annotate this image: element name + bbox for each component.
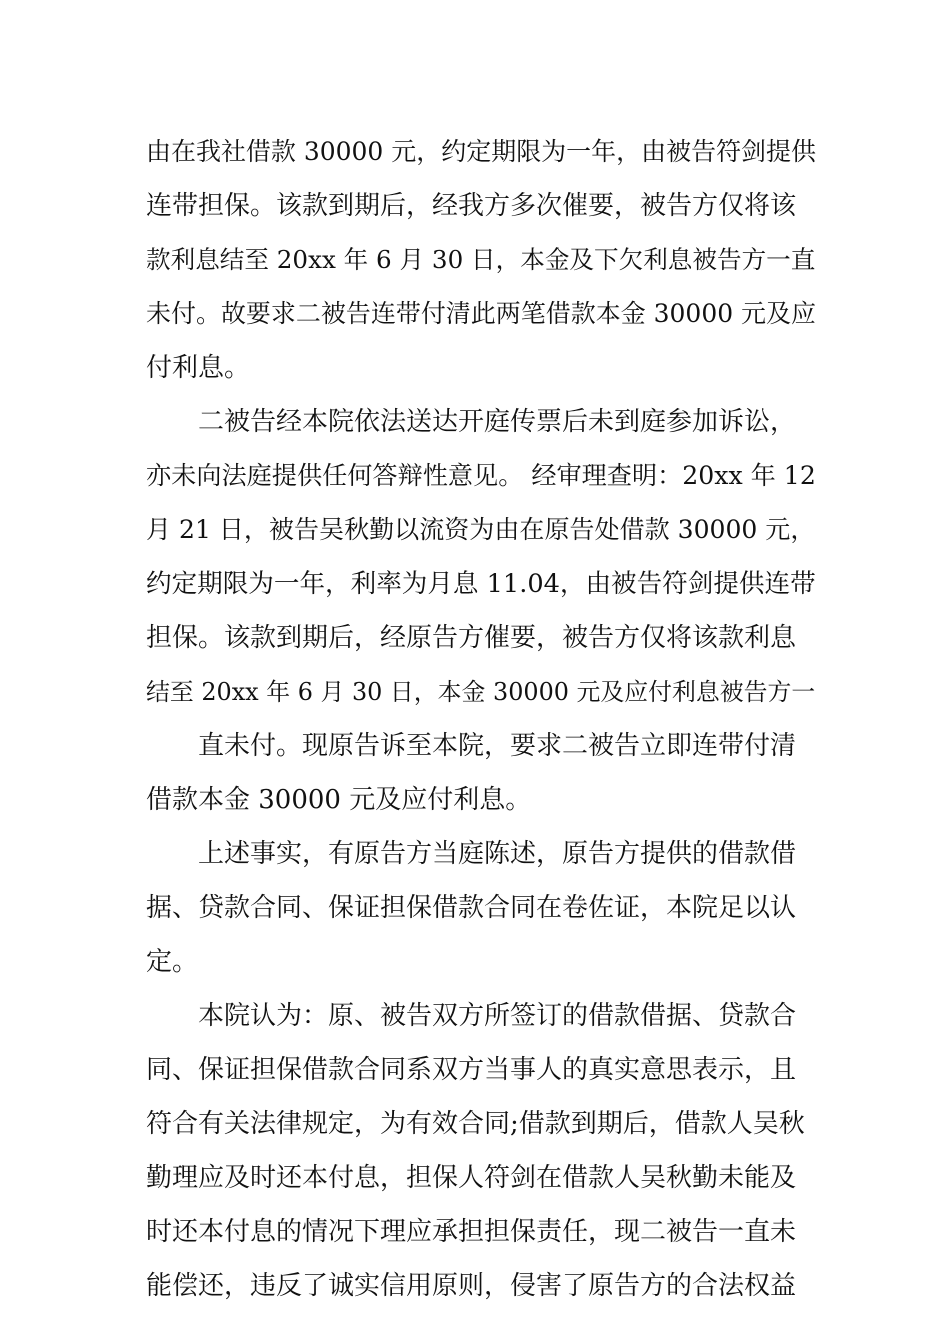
document-body bbox=[146, 125, 816, 1313]
text-line: 勤理应及时还本付息，担保人符剑在借款人吴秋勤未能及 bbox=[146, 1163, 797, 1193]
text-line: 亦未向法庭提供任何答辩性意见。 经审理查明：20xx 年 12 bbox=[146, 461, 816, 490]
text-line: 同、保证担保借款合同系双方当事人的真实意思表示，且 bbox=[146, 1055, 797, 1085]
text-line: 结至 20xx 年 6 月 30 日，本金 30000 元及应付利息被告方一 bbox=[146, 678, 816, 706]
text-line: 二被告经本院依法送达开庭传票后未到庭参加诉讼， bbox=[198, 407, 797, 437]
text-line: 本院认为：原、被告双方所签订的借款借据、贷款合 bbox=[198, 1001, 797, 1031]
text-line: 符合有关法律规定，为有效合同;借款到期后，借款人吴秋 bbox=[146, 1109, 805, 1139]
text-line: 月 21 日，被告吴秋勤以流资为由在原告处借款 30000 元， bbox=[146, 515, 816, 544]
text-line: 连带担保。该款到期后，经我方多次催要，被告方仅将该 bbox=[146, 191, 797, 221]
text-line: 借款本金 30000 元及应付利息。 bbox=[146, 785, 532, 815]
text-line: 时还本付息的情况下理应承担担保责任，现二被告一直未 bbox=[146, 1217, 797, 1247]
text-line: 担保。该款到期后，经原告方催要，被告方仅将该款利息 bbox=[146, 623, 797, 653]
text-line: 款利息结至 20xx 年 6 月 30 日，本金及下欠利息被告方一直 bbox=[146, 245, 816, 274]
text-line: 定。 bbox=[146, 947, 199, 977]
text-line: 未付。故要求二被告连带付清此两笔借款本金 30000 元及应 bbox=[146, 299, 817, 328]
text-line: 付利息。 bbox=[146, 353, 251, 383]
text-line: 由在我社借款 30000 元，约定期限为一年，由被告符剑提供 bbox=[146, 137, 817, 166]
text-line: 据、贷款合同、保证担保借款合同在卷佐证，本院足以认 bbox=[146, 893, 797, 923]
text-line: 能偿还，违反了诚实信用原则，侵害了原告方的合法权益 bbox=[146, 1271, 797, 1301]
text-line: 约定期限为一年，利率为月息 11.04，由被告符剑提供连带 bbox=[146, 569, 816, 599]
text-line: 上述事实，有原告方当庭陈述，原告方提供的借款借 bbox=[198, 839, 797, 869]
text-line: 直未付。现原告诉至本院，要求二被告立即连带付清 bbox=[198, 731, 797, 761]
